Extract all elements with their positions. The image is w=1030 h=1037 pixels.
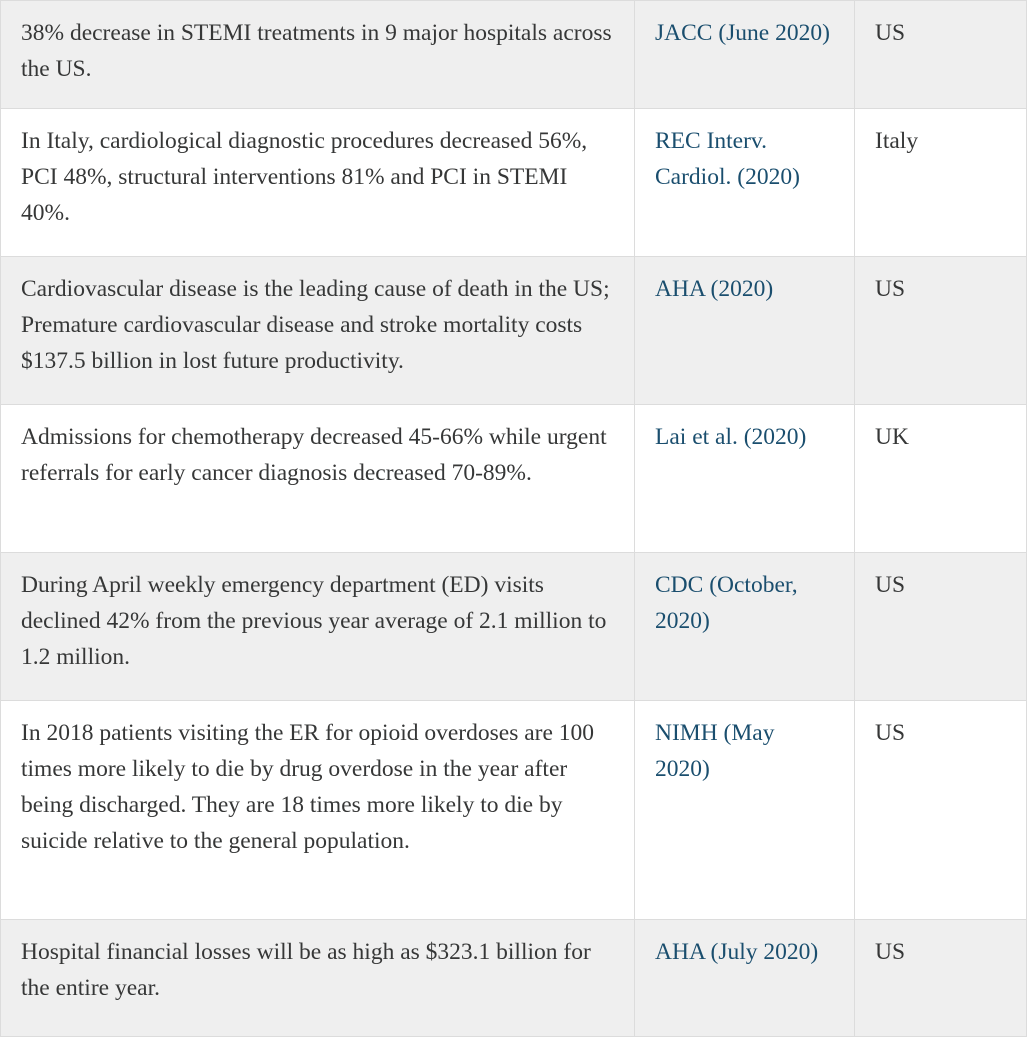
table-row [1,257,1027,405]
source-cell [635,257,855,405]
table-row [1,109,1027,257]
finding-cell: Admissions for chemotherapy decreased 45-66% while urgent referrals for early cancer diagnosis decreased 70-89%. [1,405,635,553]
country-cell: US [855,1,1027,109]
table-row [1,405,1027,553]
country-cell: US [855,553,1027,701]
source-cell [635,405,855,553]
finding-cell: In 2018 patients visiting the ER for opioid overdoses are 100 times more likely to die by drug overdose in the year after being discharged. They are 18 times more likely to die by suicide relative to the general population. [1,701,635,920]
source-link[interactable]: JACC (June 2020) [655,20,830,46]
table-row [1,701,1027,920]
finding-cell: 38% decrease in STEMI treatments in 9 major hospitals across the US. [1,1,635,109]
country-cell: UK [855,405,1027,553]
source-cell [635,553,855,701]
source-cell [635,1,855,109]
source-cell [635,920,855,1037]
country-cell: US [855,701,1027,920]
source-link[interactable]: CDC (October, 2020) [655,572,798,634]
table-row [1,920,1027,1037]
source-link[interactable]: AHA (2020) [655,276,774,302]
finding-cell: Hospital financial losses will be as high as $323.1 billion for the entire year. [1,920,635,1037]
source-cell [635,109,855,257]
finding-cell: During April weekly emergency department (ED) visits declined 42% from the previous year average of 2.1 million to 1.2 million. [1,553,635,701]
country-cell: US [855,257,1027,405]
finding-cell: In Italy, cardiological diagnostic procedures decreased 56%, PCI 48%, structural interventions 81% and PCI in STEMI 40%. [1,109,635,257]
source-link[interactable]: AHA (July 2020) [655,939,819,965]
table-row [1,553,1027,701]
source-link[interactable]: REC Interv. Cardiol. (2020) [655,128,800,190]
source-cell [635,701,855,920]
finding-cell: Cardiovascular disease is the leading cause of death in the US; Premature cardiovascular disease and stroke mortality costs $137.5 billion in lost future productivity. [1,257,635,405]
source-link[interactable]: Lai et al. (2020) [655,424,807,450]
country-cell: Italy [855,109,1027,257]
table-row [1,1,1027,109]
country-cell: US [855,920,1027,1037]
source-link[interactable]: NIMH (May 2020) [655,720,775,782]
